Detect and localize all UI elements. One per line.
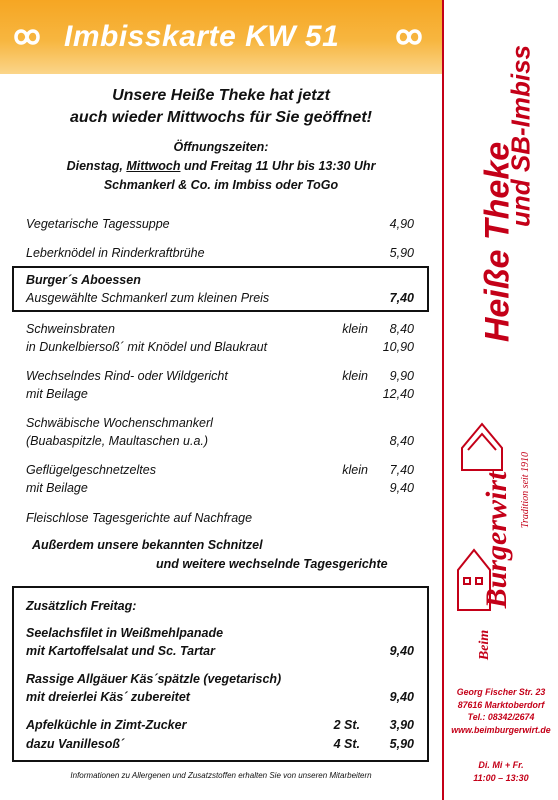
menu-item-name: Schweinsbraten <box>26 322 115 336</box>
extra-line: und weitere wechselnde Tagesgerichte <box>156 557 388 571</box>
menu-item-name: Schwäbische Wochenschmankerl <box>26 416 213 430</box>
hours-line: 11:00 – 13:30 <box>473 773 529 783</box>
opening-line <box>0 157 442 176</box>
small-portion-label: klein <box>342 322 368 336</box>
pretzel-icon <box>394 26 424 48</box>
menu-item-price: 5,90 <box>389 246 414 260</box>
sidebar-title-heisse-theke: Heiße Theke <box>478 141 517 343</box>
opening-text: und Freitag 11 Uhr bis 13:30 Uhr <box>180 159 376 173</box>
menu-item-name: Geflügelgeschnetzeltes <box>26 463 156 477</box>
intro-text <box>0 85 442 129</box>
friday-item-name: dazu Vanillesoß´ <box>26 737 125 751</box>
menu-item-price: 8,40 <box>389 434 414 448</box>
allergen-footnote: Informationen zu Allergenen und Zusatzstoffen erhalten Sie von unseren Mitarbeitern <box>70 771 372 780</box>
intro-line: Unsere Heiße Theke hat jetzt <box>112 87 330 104</box>
sidebar <box>444 0 558 800</box>
menu-item-name: (Buabaspitzle, Maultaschen u.a.) <box>26 434 209 448</box>
menu-item-price: 9,90 <box>389 369 414 383</box>
menu-item-name: in Dunkelbiersoß´ mit Knödel und Blaukraut <box>26 340 268 354</box>
meatless-note: Fleischlose Tagesgerichte auf Nachfrage <box>26 511 253 525</box>
opening-text: Dienstag, <box>66 159 127 173</box>
menu-item-price: 12,40 <box>382 387 414 401</box>
svg-text:Tradition seit 1910: Tradition seit 1910 <box>520 451 531 529</box>
hours-line: Di. Mi + Fr. <box>478 760 524 770</box>
menu-item-name: mit Beilage <box>26 481 88 495</box>
menu-item-name: Wechselndes Rind- oder Wildgericht <box>26 369 228 383</box>
burger-title: Burger´s Aboessen <box>26 273 141 287</box>
menu-item-price: 7,40 <box>389 463 414 477</box>
address-line: 87616 Marktoberdorf <box>457 699 545 710</box>
opening-underlined-day: Mittwoch <box>126 159 181 173</box>
friday-item-name: Seelachsfilet in Weißmehlpanade <box>26 626 224 640</box>
phone-number: Tel.: 08342/2674 <box>467 712 535 722</box>
burger-price: 7,40 <box>389 291 414 305</box>
friday-item-price: 3,90 <box>389 718 414 732</box>
page-title: Imbisskarte KW 51 <box>64 20 340 53</box>
opening-hours <box>0 138 442 195</box>
friday-item-quantity: 2 St. <box>333 718 360 732</box>
sidebar-hours <box>446 759 556 785</box>
friday-item-name: mit Kartoffelsalat und Sc. Tartar <box>26 644 215 658</box>
menu-item-price: 9,40 <box>389 481 414 495</box>
friday-item-price: 5,90 <box>389 737 414 751</box>
menu-item-price: 4,90 <box>389 217 414 231</box>
burgerwirt-logo <box>448 410 554 670</box>
address-block <box>446 686 556 736</box>
menu-item-name: mit Beilage <box>26 387 88 401</box>
svg-text:Burgerwirt: Burgerwirt <box>480 471 513 609</box>
menu-item-price: 8,40 <box>389 322 414 336</box>
address-line: Georg Fischer Str. 23 <box>456 687 546 697</box>
menu-item-price: 10,90 <box>382 340 414 354</box>
website-link[interactable]: www.beimburgerwirt.de <box>451 724 551 735</box>
friday-item-price: 9,40 <box>389 644 414 658</box>
intro-line: auch wieder Mittwochs für Sie geöffnet! <box>70 109 372 126</box>
extra-line: Außerdem unsere bekannten Schnitzel <box>32 538 263 552</box>
header-banner <box>0 0 442 74</box>
friday-item-name: mit dreierlei Käs´ zubereitet <box>26 690 190 704</box>
friday-item-name: Apfelküchle in Zimt-Zucker <box>26 718 187 732</box>
menu-item-name: Leberknödel in Rinderkraftbrühe <box>26 246 205 260</box>
friday-heading: Zusätzlich Freitag: <box>26 599 137 613</box>
friday-item-quantity: 4 St. <box>333 737 360 751</box>
opening-line: Schmankerl & Co. im Imbiss oder ToGo <box>103 178 339 192</box>
small-portion-label: klein <box>342 369 368 383</box>
friday-item-price: 9,40 <box>389 690 414 704</box>
burger-desc: Ausgewählte Schmankerl zum kleinen Preis <box>26 291 270 305</box>
pretzel-icon <box>12 26 42 48</box>
sidebar-title-imbiss: und SB-Imbiss <box>505 44 536 228</box>
menu-item-name: Vegetarische Tagessuppe <box>26 217 170 231</box>
small-portion-label: klein <box>342 463 368 477</box>
friday-item-name: Rassige Allgäuer Käs´spätzle (vegetarisch) <box>26 672 282 686</box>
opening-heading: Öffnungszeiten: <box>173 140 269 154</box>
svg-text:Beim: Beim <box>477 629 492 661</box>
